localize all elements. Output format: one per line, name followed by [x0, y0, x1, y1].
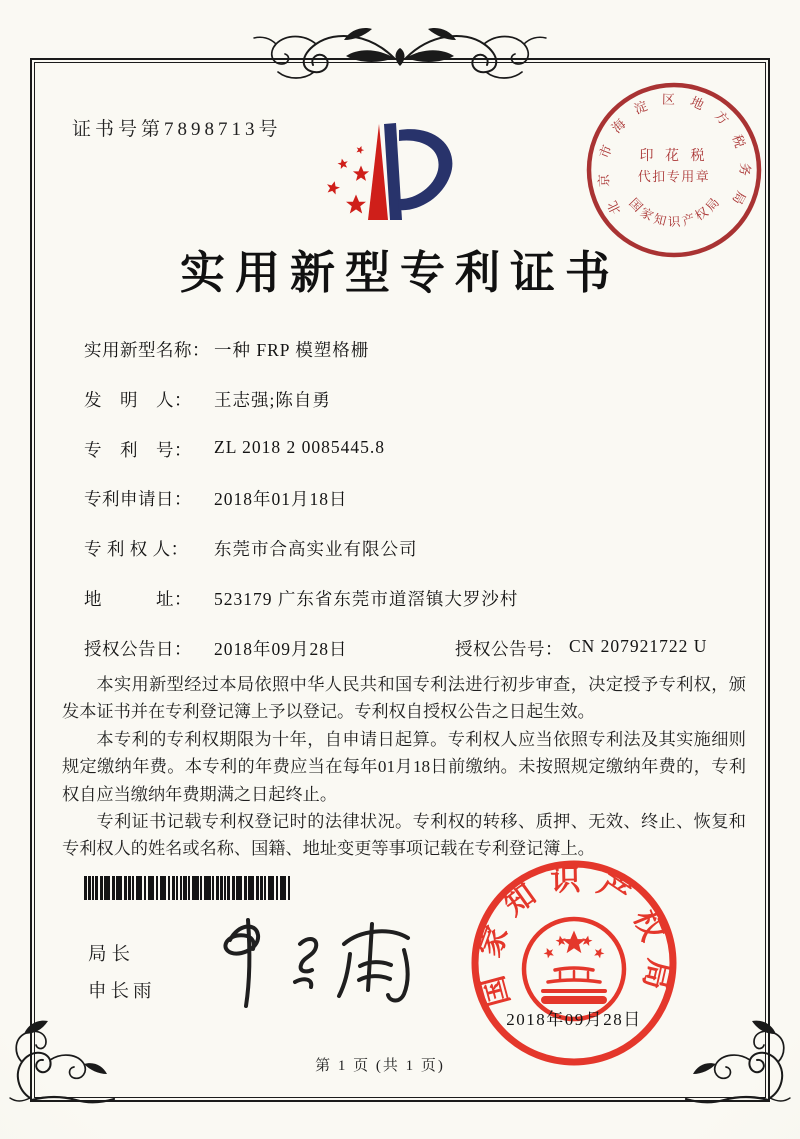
field-label: 专利申请日： — [84, 489, 192, 510]
field-filing-date — [84, 486, 744, 536]
barcode — [84, 876, 290, 900]
field-value: 2018年09月28日 — [214, 638, 348, 659]
seal-org-text: 国家知识产权局 — [472, 863, 676, 1010]
certificate-number: 证书号第7898713号 — [72, 119, 282, 140]
field-value: 一种 FRP 模塑格栅 — [214, 340, 370, 360]
certificate-fields — [84, 337, 744, 686]
tax-stamp-arc-top: 北京市海淀区地方税务局 — [595, 91, 753, 220]
tax-stamp-line2: 代扣专用章 — [637, 169, 711, 184]
field-label: 发 明 人： — [84, 389, 192, 410]
field-label: 实用新型名称： — [84, 340, 210, 360]
field-value: 523179 广东省东莞市道滘镇大罗沙村 — [214, 588, 519, 609]
tax-office-stamp-icon — [584, 80, 764, 260]
field-value: 2018年01月18日 — [214, 489, 348, 510]
tax-stamp-arc-bottom: 国家知识产权局 — [626, 193, 725, 230]
field-inventors — [84, 387, 744, 437]
field-value: CN 207921722 U — [569, 635, 708, 656]
commissioner-title: 局长 — [88, 945, 136, 965]
legal-paragraph-2: 本专利的专利权期限为十年，自申请日起算。专利权人应当依照专利法及其实施细则规定缴纳年费。本专利的年费应当在每年01月18日前缴纳。未按照规定缴纳年费的，专利权自应当缴纳年费期满之日起终止。 — [62, 729, 746, 804]
field-label: 专 利 权 人： — [84, 539, 189, 560]
page-footer: 第 1 页 (共 1 页) — [315, 1058, 445, 1074]
field-patent-number — [84, 437, 744, 487]
field-value: 东莞市合高实业有限公司 — [214, 539, 418, 560]
field-address — [84, 586, 744, 636]
svg-text:国家知识产权局 — [626, 193, 724, 229]
field-label: 专 利 号： — [84, 439, 192, 460]
cnipa-seal-icon — [468, 857, 680, 1069]
field-grant-number — [455, 636, 707, 661]
legal-paragraph-1: 本实用新型经过本局依照中华人民共和国专利法进行初步审查，决定授予专利权，颁发本证书并在专利登记簿上予以登记。专利权自授权公告之日起生效。 — [62, 675, 746, 722]
legal-paragraph-3: 专利证书记载专利权登记时的法律状况。专利权的转移、质押、无效、终止、恢复和专利权人的姓名或名称、国籍、地址变更等事项记载在专利登记簿上。 — [62, 812, 746, 859]
cnipa-logo-icon — [298, 110, 498, 230]
certificate-title: 实用新型专利证书 — [179, 248, 620, 298]
seal-date: 2018年09月28日 — [506, 1010, 642, 1029]
field-label: 授权公告日： — [84, 638, 192, 659]
field-utility-model-name — [84, 337, 744, 387]
field-value: 王志强;陈自勇 — [214, 389, 331, 410]
field-label: 地 址： — [84, 588, 192, 609]
field-patentee — [84, 536, 744, 586]
tax-stamp-line1: 印 花 税 — [639, 149, 709, 164]
field-label: 授权公告号： — [455, 638, 563, 659]
national-emblem-icon — [524, 919, 624, 1019]
commissioner-name: 申长雨 — [88, 982, 156, 1002]
commissioner-signature-icon — [192, 908, 442, 1016]
legal-text — [62, 671, 746, 863]
field-value: ZL 2018 2 0085445.8 — [214, 436, 385, 457]
